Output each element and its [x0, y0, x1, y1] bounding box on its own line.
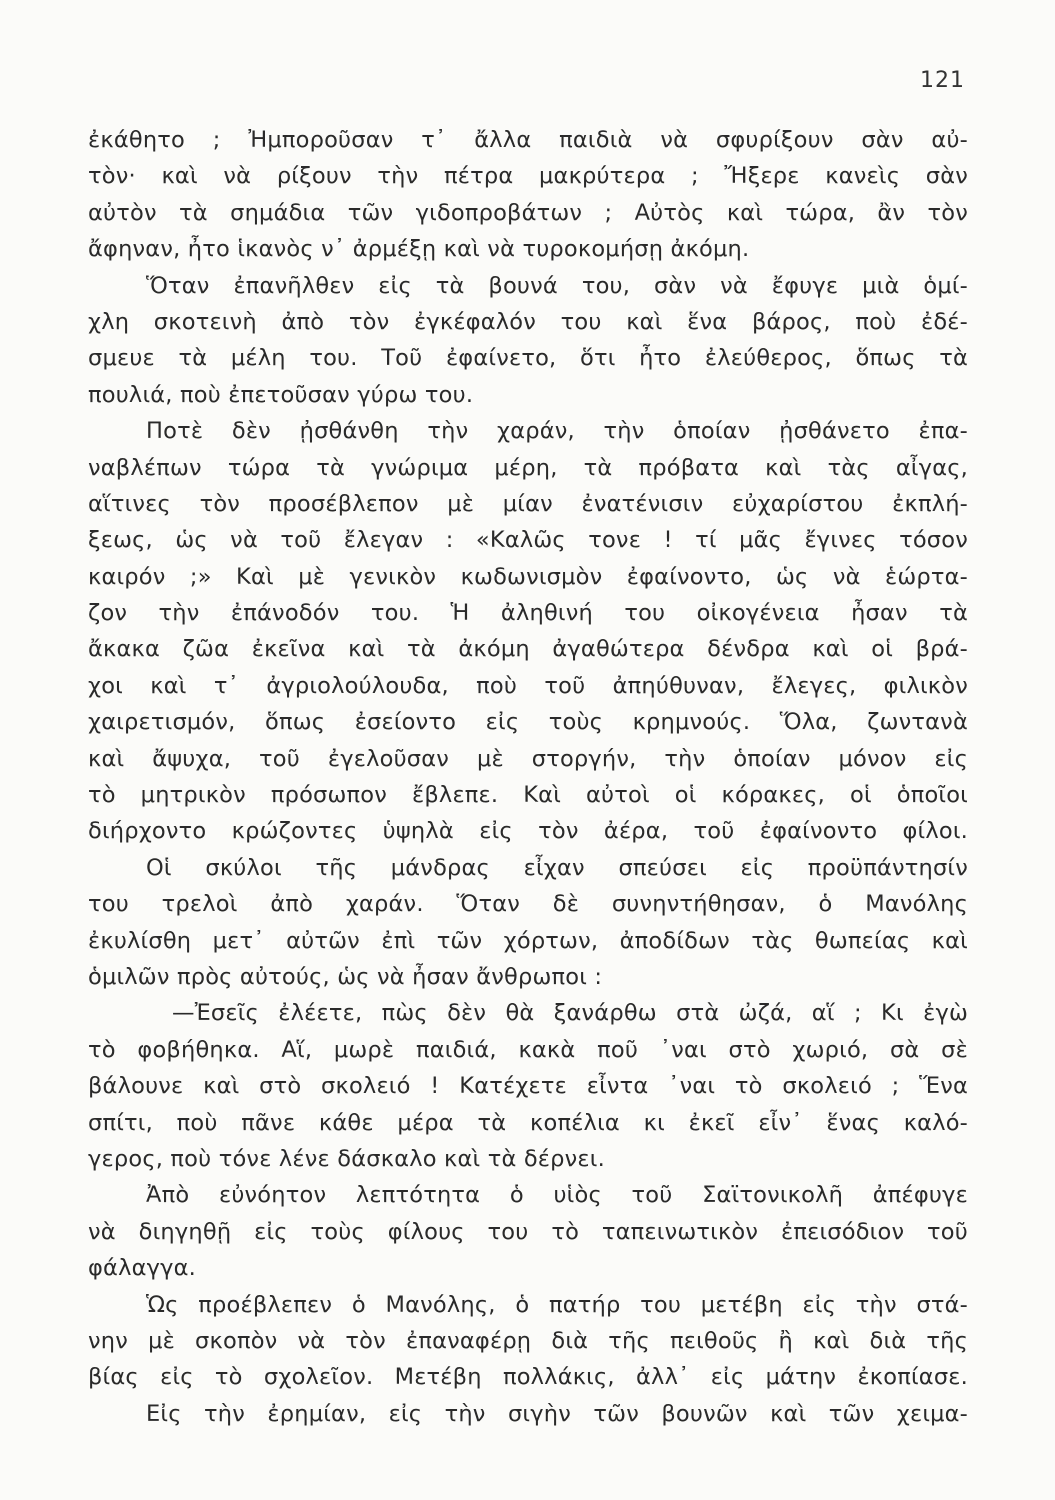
paragraph-start-line: Οἱ σκύλοι τῆς μάνδρας εἶχαν σπεύσει εἰς προϋπάντησίν	[146, 854, 968, 881]
text-line: ἐκυλίσθη μετ᾽ αὐτῶν ἐπὶ τῶν χόρτων, ἀποδίδων τὰς θωπείας καὶ	[88, 927, 968, 954]
dialogue-start-line: —Ἐσεῖς ἐλέετε, πὼς δὲν θὰ ξανάρθω στὰ ὠζά, αἵ ; Κι ἐγὼ	[172, 1000, 968, 1027]
text-line: νὰ διηγηθῇ εἰς τοὺς φίλους του τὸ ταπεινωτικὸν ἐπεισόδιον τοῦ	[88, 1218, 968, 1245]
body-text	[88, 122, 968, 1432]
text-line: τὸ φοβήθηκα. Αἵ, μωρὲ παιδιά, κακὰ ποῦ ᾽ναι στὸ χωριό, σὰ σὲ	[88, 1036, 968, 1063]
text-line: βάλουνε καὶ στὸ σκολειό ! Κατέχετε εἶντα ᾽ναι τὸ σκολειό ; Ἕνα	[88, 1073, 968, 1100]
text-line: χλη σκοτεινὴ ἀπὸ τὸν ἐγκέφαλόν του καὶ ἕνα βάρος, ποὺ ἐδέ-	[88, 308, 968, 335]
text-line: τὸν· καὶ νὰ ρίξουν τὴν πέτρα μακρύτερα ; Ἤξερε κανεὶς σὰν	[88, 163, 968, 190]
text-line: ὁμιλῶν πρὸς αὐτούς, ὡς νὰ ἦσαν ἄνθρωποι :	[88, 963, 603, 990]
text-line: ξεως, ὡς νὰ τοῦ ἔλεγαν : «Καλῶς τονε ! τί μᾶς ἔγινες τόσον	[88, 527, 968, 554]
text-line: αὐτὸν τὰ σημάδια τῶν γιδοπροβάτων ; Αὐτὸς καὶ τώρα, ἂν τὸν	[88, 199, 968, 226]
page-number: 121	[920, 68, 965, 93]
text-line: αἵτινες τὸν προσέβλεπον μὲ μίαν ἐνατένισιν εὐχαρίστου ἐκπλή-	[88, 490, 968, 517]
paragraph-start-line: Εἰς τὴν ἐρημίαν, εἰς τὴν σιγὴν τῶν βουνῶν καὶ τῶν χειμα-	[146, 1400, 968, 1427]
text-line: καιρόν ;» Καὶ μὲ γενικὸν κωδωνισμὸν ἐφαίνοντο, ὡς νὰ ἑώρτα-	[88, 563, 968, 590]
paragraph-start-line: Ὡς προέβλεπεν ὁ Μανόλης, ὁ πατήρ του μετέβη εἰς τὴν στά-	[146, 1291, 968, 1318]
text-line: ναβλέπων τώρα τὰ γνώριμα μέρη, τὰ πρόβατα καὶ τὰς αἶγας,	[88, 454, 968, 481]
text-line: νην μὲ σκοπὸν νὰ τὸν ἐπαναφέρῃ διὰ τῆς πειθοῦς ἢ καὶ διὰ τῆς	[88, 1327, 968, 1354]
text-line: φάλαγγα.	[88, 1255, 197, 1282]
text-line: ἄφηναν, ἦτο ἱκανὸς ν᾽ ἀρμέξῃ καὶ νὰ τυροκομήσῃ ἀκόμη.	[88, 236, 750, 263]
text-line: ἐκάθητο ; Ἠμποροῦσαν τ᾽ ἄλλα παιδιὰ νὰ σφυρίξουν σὰν αὐ-	[88, 127, 968, 153]
text-line: του τρελοὶ ἀπὸ χαράν. Ὅταν δὲ συνηντήθησαν, ὁ Μανόλης	[88, 891, 968, 918]
text-line: ἄκακα ζῶα ἐκεῖνα καὶ τὰ ἀκόμη ἀγαθώτερα δένδρα καὶ οἱ βρά-	[88, 636, 968, 663]
text-line: πουλιά, ποὺ ἐπετοῦσαν γύρω του.	[88, 381, 474, 408]
paragraph-start-line: Ἀπὸ εὐνόητον λεπτότητα ὁ υἱὸς τοῦ Σαϊτονικολῆ ἀπέφυγε	[146, 1182, 968, 1209]
text-line: βίας εἰς τὸ σχολεῖον. Μετέβη πολλάκις, ἀλλ᾽ εἰς μάτην ἐκοπίασε.	[88, 1364, 968, 1391]
text-line: σπίτι, ποὺ πᾶνε κάθε μέρα τὰ κοπέλια κι ἐκεῖ εἶν᾽ ἕνας καλό-	[88, 1109, 968, 1136]
text-line: ζον τὴν ἐπάνοδόν του. Ἡ ἀληθινή του οἰκογένεια ἦσαν τὰ	[88, 600, 968, 627]
paragraph-start-line: Ὅταν ἐπανῆλθεν εἰς τὰ βουνά του, σὰν νὰ ἔφυγε μιὰ ὁμί-	[146, 272, 968, 299]
text-line: χαιρετισμόν, ὅπως ἐσείοντο εἰς τοὺς κρημνούς. Ὅλα, ζωντανὰ	[88, 709, 968, 736]
text-line: τὸ μητρικὸν πρόσωπον ἔβλεπε. Καὶ αὐτοὶ οἱ κόρακες, οἱ ὁποῖοι	[88, 782, 968, 809]
text-line: καὶ ἄψυχα, τοῦ ἐγελοῦσαν μὲ στοργήν, τὴν ὁποίαν μόνον εἰς	[88, 745, 968, 772]
text-line: διήρχοντο κρώζοντες ὑψηλὰ εἰς τὸν ἀέρα, τοῦ ἐφαίνοντο φίλοι.	[88, 818, 968, 845]
paragraph-start-line: Ποτὲ δὲν ᾐσθάνθη τὴν χαράν, τὴν ὁποίαν ᾐσθάνετο ἐπα-	[146, 418, 968, 445]
text-line: σμευε τὰ μέλη του. Τοῦ ἐφαίνετο, ὅτι ἦτο ἐλεύθερος, ὅπως τὰ	[88, 345, 968, 372]
text-line: γερος, ποὺ τόνε λένε δάσκαλο καὶ τὰ δέρνει.	[88, 1145, 605, 1172]
text-line: χοι καὶ τ᾽ ἀγριολούλουδα, ποὺ τοῦ ἀπηύθυναν, ἔλεγες, φιλικὸν	[88, 672, 968, 699]
